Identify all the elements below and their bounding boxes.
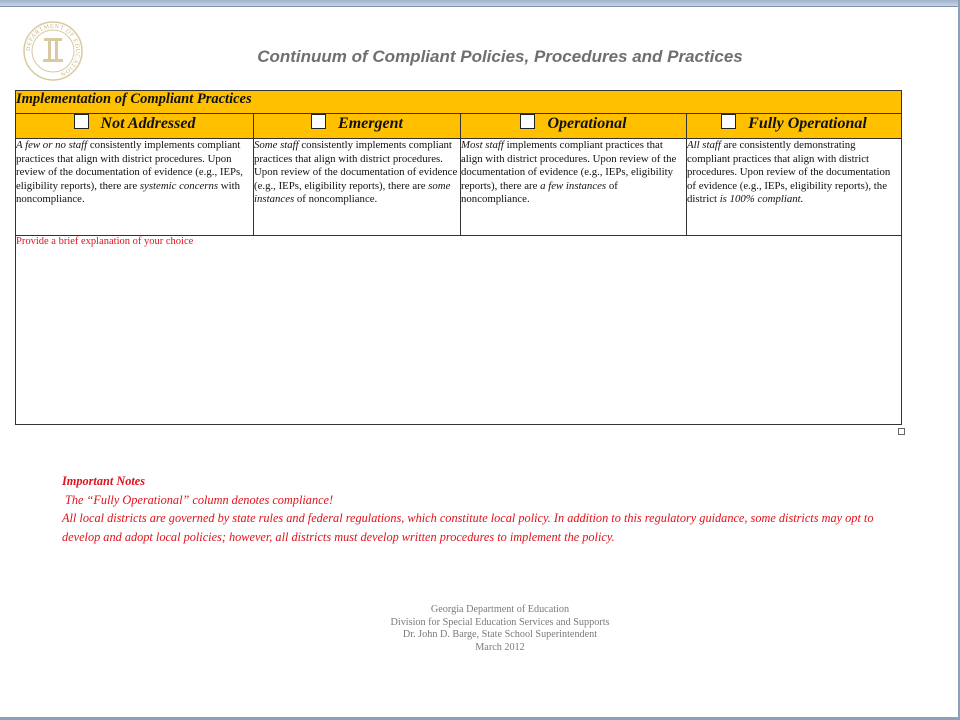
notes-heading: Important Notes (62, 474, 146, 488)
document-title: Continuum of Compliant Policies, Procedures and Practices (257, 47, 743, 66)
desc-emphasis-2: a few instances (540, 179, 607, 192)
level-description-emergent (254, 139, 461, 236)
level-description-operational (461, 139, 687, 236)
notes-line-1: The “Fully Operational” column denotes compliance! (65, 492, 334, 507)
desc-emphasis: Most staff (461, 139, 504, 151)
checkbox-not-addressed[interactable] (74, 114, 89, 129)
svg-text:DEPARTMENT OF EDUCATION: DEPARTMENT OF EDUCATION (24, 22, 82, 78)
department-seal-icon (22, 20, 84, 82)
section-title: Implementation of Compliant Practices (16, 91, 902, 114)
desc-emphasis-2: some instances (254, 179, 451, 205)
desc-text: implements compliant practices that align with district procedures. Upon review of the documentation of evidence (e.g., IEPs, eligibility reports), there are (461, 139, 677, 192)
level-label: Operational (547, 115, 627, 132)
window-top-bar (0, 0, 960, 7)
level-header-fully-operational (687, 114, 902, 139)
desc-text: consistently implements compliant practices that align with district procedures. Upon review of the documentation of evidence (e.g., IEPs, eligibility reports), there are (16, 139, 243, 192)
desc-text: consistently implements compliant practices that align with district procedures. Upon review of the documentation of evidence (e.g., IEPs, eligibility reports), there are (254, 139, 458, 192)
notes-line-2: All local districts are governed by state rules and federal regulations, which constitute local policy. In addition to this regulatory guidance, some districts may opt to develop and adopt local policies; however, all districts must develop written procedures to implement the policy. (62, 511, 874, 544)
level-header-not-addressed (16, 114, 254, 139)
footer-line-4: March 2012 (475, 641, 525, 653)
rubric-table-container (15, 90, 901, 425)
desc-emphasis: All staff (687, 139, 721, 151)
desc-emphasis: Some staff (254, 139, 299, 151)
document-footer (300, 604, 700, 654)
explanation-field[interactable] (16, 236, 902, 425)
checkbox-emergent[interactable] (311, 114, 326, 129)
desc-emphasis-2: is 100% compliant. (719, 193, 804, 205)
level-header-operational (461, 114, 687, 139)
desc-text-end: with noncompliance. (16, 179, 240, 205)
footer-line-1: Georgia Department of Education (430, 604, 570, 615)
important-notes (62, 472, 882, 546)
desc-text-end: of noncompliance. (461, 179, 618, 205)
footer-line-2: Division for Special Education Services and Supports (390, 616, 610, 628)
level-label: Fully Operational (748, 115, 867, 132)
desc-emphasis: A few or no staff (16, 139, 88, 151)
desc-emphasis-2: systemic concerns (139, 179, 219, 192)
level-label: Emergent (338, 115, 403, 132)
level-description-fully-operational (687, 139, 902, 236)
desc-text-end: of noncompliance. (294, 193, 378, 205)
level-header-emergent (254, 114, 461, 139)
checkbox-fully-operational[interactable] (721, 114, 736, 129)
level-label: Not Addressed (100, 115, 196, 132)
rubric-table (15, 90, 902, 425)
desc-text: are consistently demonstrating compliant practices that align with district procedures. Upon review of the documentation of evidence (e.g., IEPs, eligibility reports), the district (687, 139, 891, 205)
explanation-prompt: Provide a brief explanation of your choice (16, 236, 194, 247)
footer-line-3: Dr. John D. Barge, State School Superintendent (402, 629, 598, 640)
table-resize-handle[interactable] (898, 428, 905, 435)
checkbox-operational[interactable] (520, 114, 535, 129)
level-description-not-addressed (16, 139, 254, 236)
